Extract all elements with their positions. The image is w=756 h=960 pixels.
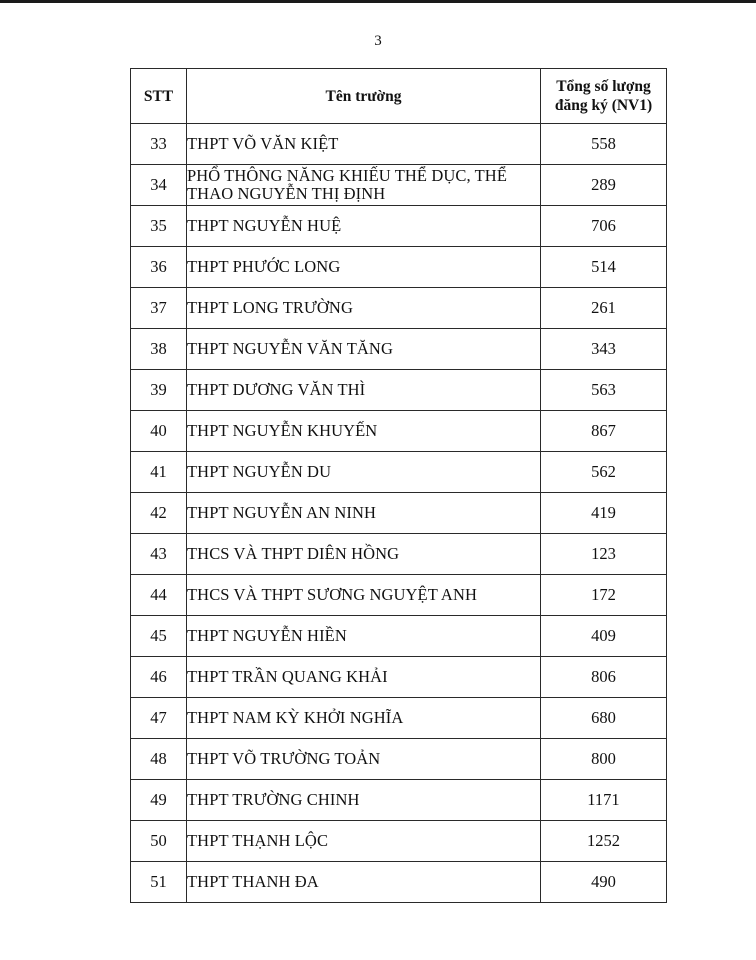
table-row (131, 329, 667, 370)
row-school-name: THPT THANH ĐA (187, 862, 541, 903)
row-school-name: THPT NGUYỄN HUỆ (187, 206, 541, 247)
row-school-name: THPT TRƯỜNG CHINH (187, 780, 541, 821)
table-row (131, 575, 667, 616)
header-stt: STT (131, 69, 187, 124)
row-school-name: THPT THẠNH LỘC (187, 821, 541, 862)
table-body (131, 124, 667, 903)
table-row (131, 124, 667, 165)
header-registrations-line1: Tổng số lượng (556, 78, 651, 95)
row-registration-count: 490 (541, 862, 667, 903)
row-stt: 41 (131, 452, 187, 493)
table-row (131, 165, 667, 206)
row-stt: 39 (131, 370, 187, 411)
row-stt: 44 (131, 575, 187, 616)
row-school-name: THPT VÕ TRƯỜNG TOẢN (187, 739, 541, 780)
row-registration-count: 806 (541, 657, 667, 698)
row-stt: 36 (131, 247, 187, 288)
row-registration-count: 1171 (541, 780, 667, 821)
row-stt: 38 (131, 329, 187, 370)
row-school-name: THPT NAM KỲ KHỞI NGHĨA (187, 698, 541, 739)
row-registration-count: 1252 (541, 821, 667, 862)
row-stt: 37 (131, 288, 187, 329)
row-stt: 50 (131, 821, 187, 862)
row-school-name: THCS VÀ THPT SƯƠNG NGUYỆT ANH (187, 575, 541, 616)
row-stt: 43 (131, 534, 187, 575)
header-registrations (541, 69, 667, 124)
row-registration-count: 343 (541, 329, 667, 370)
row-school-name: THPT DƯƠNG VĂN THÌ (187, 370, 541, 411)
row-school-name: THPT NGUYỄN DU (187, 452, 541, 493)
row-school-name: THPT NGUYỄN KHUYẾN (187, 411, 541, 452)
table-row (131, 206, 667, 247)
row-stt: 40 (131, 411, 187, 452)
row-stt: 45 (131, 616, 187, 657)
row-registration-count: 289 (541, 165, 667, 206)
row-registration-count: 800 (541, 739, 667, 780)
top-border (0, 0, 756, 3)
table-row (131, 288, 667, 329)
row-registration-count: 867 (541, 411, 667, 452)
table-row (131, 698, 667, 739)
row-registration-count: 419 (541, 493, 667, 534)
row-registration-count: 123 (541, 534, 667, 575)
row-school-name: THCS VÀ THPT DIÊN HỒNG (187, 534, 541, 575)
table-header-row (131, 69, 667, 124)
table-row (131, 739, 667, 780)
row-school-name: THPT PHƯỚC LONG (187, 247, 541, 288)
table-row (131, 616, 667, 657)
row-registration-count: 261 (541, 288, 667, 329)
row-school-name: PHỔ THÔNG NĂNG KHIẾU THỂ DỤC, THỂ THAO NGUYỄN THỊ ĐỊNH (187, 165, 541, 206)
row-school-name: THPT NGUYỄN AN NINH (187, 493, 541, 534)
page-number: 3 (374, 33, 382, 49)
table-row (131, 452, 667, 493)
row-registration-count: 562 (541, 452, 667, 493)
row-stt: 42 (131, 493, 187, 534)
row-stt: 35 (131, 206, 187, 247)
row-school-name: THPT TRẦN QUANG KHẢI (187, 657, 541, 698)
row-stt: 34 (131, 165, 187, 206)
row-registration-count: 563 (541, 370, 667, 411)
row-registration-count: 680 (541, 698, 667, 739)
row-registration-count: 706 (541, 206, 667, 247)
row-stt: 33 (131, 124, 187, 165)
row-registration-count: 409 (541, 616, 667, 657)
row-stt: 47 (131, 698, 187, 739)
row-school-name: THPT LONG TRƯỜNG (187, 288, 541, 329)
row-stt: 48 (131, 739, 187, 780)
table-row (131, 247, 667, 288)
row-registration-count: 558 (541, 124, 667, 165)
table-row (131, 411, 667, 452)
table-row (131, 370, 667, 411)
table-row (131, 821, 667, 862)
header-school-name: Tên trường (187, 69, 541, 124)
row-school-name: THPT NGUYỄN HIỀN (187, 616, 541, 657)
row-stt: 51 (131, 862, 187, 903)
row-school-name: THPT VÕ VĂN KIỆT (187, 124, 541, 165)
row-registration-count: 514 (541, 247, 667, 288)
school-registration-table (130, 68, 667, 903)
table-row (131, 780, 667, 821)
header-registrations-line2: đăng ký (NV1) (554, 97, 653, 114)
table-row (131, 493, 667, 534)
row-stt: 46 (131, 657, 187, 698)
table-row (131, 657, 667, 698)
row-school-name: THPT NGUYỄN VĂN TĂNG (187, 329, 541, 370)
row-stt: 49 (131, 780, 187, 821)
row-registration-count: 172 (541, 575, 667, 616)
table-row (131, 862, 667, 903)
table-row (131, 534, 667, 575)
